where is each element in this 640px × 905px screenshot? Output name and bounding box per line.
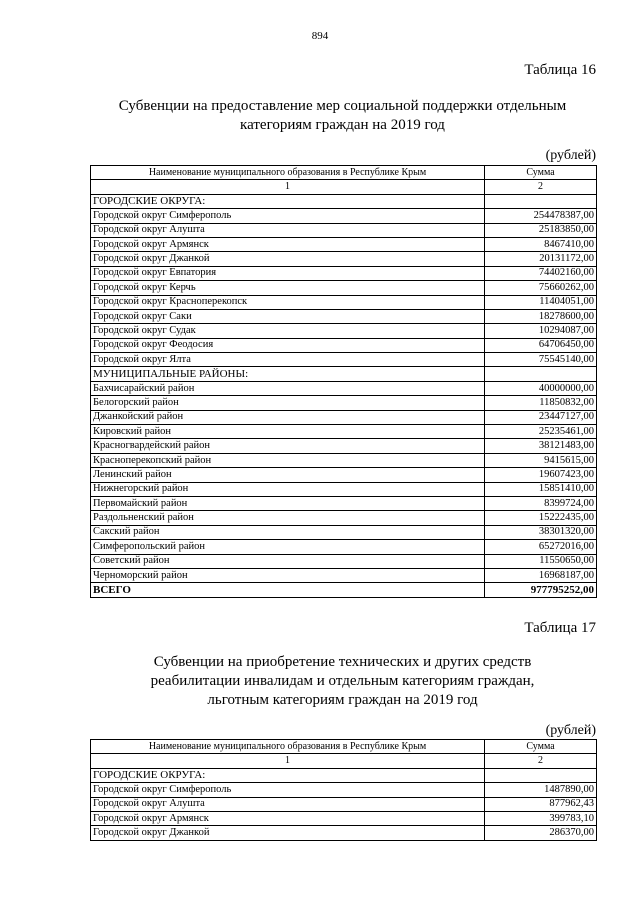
municipality-name-cell: Сакский район (91, 525, 485, 539)
header-sum-cell: Сумма (485, 166, 597, 180)
sum-cell: 38121483,00 (485, 439, 597, 453)
sum-cell: 254478387,00 (485, 209, 597, 223)
table-row (91, 811, 597, 825)
municipality-name-cell: Красногвардейский район (91, 439, 485, 453)
municipality-name-cell: Ленинский район (91, 468, 485, 482)
sum-cell: 11550650,00 (485, 554, 597, 568)
table-row (91, 396, 597, 410)
table-16-unit: (рублей) (545, 148, 596, 163)
table-16-title (90, 97, 595, 135)
sum-cell: 74402160,00 (485, 266, 597, 280)
sum-cell: 38301320,00 (485, 525, 597, 539)
table-row (91, 540, 597, 554)
table-row (91, 266, 597, 280)
table-row (91, 453, 597, 467)
sum-cell (485, 367, 597, 381)
table-16-label: Таблица 16 (524, 62, 596, 78)
sum-cell: 8399724,00 (485, 496, 597, 510)
municipality-name-cell: ГОРОДСКИЕ ОКРУГА: (91, 768, 485, 782)
municipality-name-cell: Раздольненский район (91, 511, 485, 525)
column-number-1: 1 (91, 754, 485, 768)
column-number-row (91, 180, 597, 194)
column-number-row (91, 754, 597, 768)
table-17-title (90, 653, 595, 710)
sum-cell: 286370,00 (485, 826, 597, 840)
municipality-name-cell: ВСЕГО (91, 583, 485, 597)
sum-cell: 9415615,00 (485, 453, 597, 467)
table-row (91, 295, 597, 309)
section-row (91, 367, 597, 381)
table-row (91, 338, 597, 352)
table-row (91, 425, 597, 439)
table-row (91, 511, 597, 525)
table-row (91, 826, 597, 840)
table-row (91, 237, 597, 251)
table-row (91, 353, 597, 367)
sum-cell: 15222435,00 (485, 511, 597, 525)
municipality-name-cell: МУНИЦИПАЛЬНЫЕ РАЙОНЫ: (91, 367, 485, 381)
municipality-name-cell: Нижнегорский район (91, 482, 485, 496)
sum-cell: 16968187,00 (485, 568, 597, 582)
table-row (91, 309, 597, 323)
municipality-name-cell: Советский район (91, 554, 485, 568)
municipality-name-cell: Городской округ Керчь (91, 281, 485, 295)
sum-cell: 1487890,00 (485, 783, 597, 797)
table-row (91, 252, 597, 266)
header-sum-cell: Сумма (485, 740, 597, 754)
municipality-name-cell: Городской округ Армянск (91, 237, 485, 251)
sum-cell: 75545140,00 (485, 353, 597, 367)
table-17-label: Таблица 17 (524, 620, 596, 636)
header-name-cell: Наименование муниципального образования в Республике Крым (91, 740, 485, 754)
table-row (91, 482, 597, 496)
column-number-2: 2 (485, 180, 597, 194)
table-row (91, 281, 597, 295)
table-16-title-line-1: Субвенции на предоставление мер социальной поддержки отдельным (118, 98, 567, 114)
municipality-name-cell: Кировский район (91, 425, 485, 439)
table-row (91, 783, 597, 797)
municipality-name-cell: Городской округ Ялта (91, 353, 485, 367)
table-row (91, 468, 597, 482)
municipality-name-cell: Городской округ Евпатория (91, 266, 485, 280)
sum-cell: 877962,43 (485, 797, 597, 811)
table-row (91, 439, 597, 453)
table-row (91, 209, 597, 223)
municipality-name-cell: Городской округ Симферополь (91, 209, 485, 223)
table-row (91, 496, 597, 510)
column-number-1: 1 (91, 180, 485, 194)
table-17-title-line-1: Субвенции на приобретение технических и других средств (153, 654, 532, 670)
column-number-2: 2 (485, 754, 597, 768)
sum-cell (485, 194, 597, 208)
sum-cell: 977795252,00 (485, 583, 597, 597)
municipality-name-cell: Городской округ Красноперекопск (91, 295, 485, 309)
table-16-title-line-2: категориям граждан на 2019 год (240, 117, 445, 133)
table-row (91, 410, 597, 424)
municipality-name-cell: Городской округ Симферополь (91, 783, 485, 797)
table-row (91, 797, 597, 811)
table-17 (90, 739, 597, 841)
sum-cell: 40000000,00 (485, 381, 597, 395)
table-row (91, 324, 597, 338)
table-row (91, 525, 597, 539)
sum-cell: 8467410,00 (485, 237, 597, 251)
sum-cell: 18278600,00 (485, 309, 597, 323)
municipality-name-cell: Городской округ Армянск (91, 811, 485, 825)
municipality-name-cell: Городской округ Феодосия (91, 338, 485, 352)
municipality-name-cell: Черноморский район (91, 568, 485, 582)
total-row (91, 583, 597, 597)
sum-cell: 15851410,00 (485, 482, 597, 496)
section-row (91, 768, 597, 782)
municipality-name-cell: Красноперекопский район (91, 453, 485, 467)
sum-cell: 10294087,00 (485, 324, 597, 338)
sum-cell: 399783,10 (485, 811, 597, 825)
municipality-name-cell: Бахчисарайский район (91, 381, 485, 395)
table-row (91, 568, 597, 582)
table-row (91, 381, 597, 395)
sum-cell: 11850832,00 (485, 396, 597, 410)
table-header-row (91, 740, 597, 754)
section-row (91, 194, 597, 208)
municipality-name-cell: Симферопольский район (91, 540, 485, 554)
sum-cell (485, 768, 597, 782)
sum-cell: 19607423,00 (485, 468, 597, 482)
municipality-name-cell: Городской округ Судак (91, 324, 485, 338)
table-17-title-line-2: реабилитации инвалидам и отдельным категориям граждан, (150, 673, 535, 689)
sum-cell: 75660262,00 (485, 281, 597, 295)
municipality-name-cell: Городской округ Алушта (91, 223, 485, 237)
sum-cell: 11404051,00 (485, 295, 597, 309)
table-row (91, 223, 597, 237)
table-row (91, 554, 597, 568)
municipality-name-cell: Первомайский район (91, 496, 485, 510)
sum-cell: 64706450,00 (485, 338, 597, 352)
municipality-name-cell: Джанкойский район (91, 410, 485, 424)
sum-cell: 23447127,00 (485, 410, 597, 424)
table-17-unit: (рублей) (545, 723, 596, 738)
municipality-name-cell: Городской округ Джанкой (91, 826, 485, 840)
municipality-name-cell: ГОРОДСКИЕ ОКРУГА: (91, 194, 485, 208)
sum-cell: 65272016,00 (485, 540, 597, 554)
page-number: 894 (311, 30, 329, 42)
municipality-name-cell: Городской округ Алушта (91, 797, 485, 811)
municipality-name-cell: Городской округ Джанкой (91, 252, 485, 266)
header-name-cell: Наименование муниципального образования в Республике Крым (91, 166, 485, 180)
table-header-row (91, 166, 597, 180)
municipality-name-cell: Городской округ Саки (91, 309, 485, 323)
municipality-name-cell: Белогорский район (91, 396, 485, 410)
sum-cell: 25183850,00 (485, 223, 597, 237)
sum-cell: 25235461,00 (485, 425, 597, 439)
table-16 (90, 165, 597, 598)
table-17-title-line-3: льготным категориям граждан на 2019 год (207, 692, 478, 708)
sum-cell: 20131172,00 (485, 252, 597, 266)
